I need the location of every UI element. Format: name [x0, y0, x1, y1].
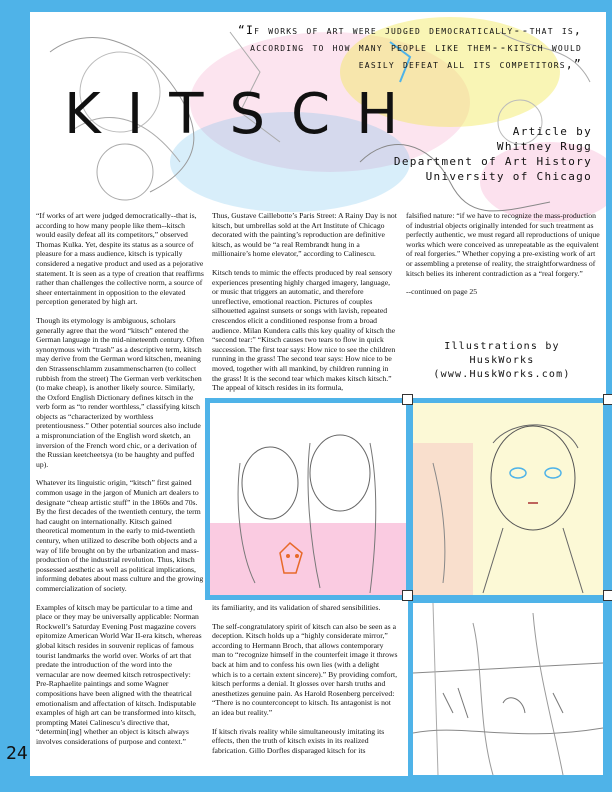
illustration-credit-url: (www.HuskWorks.com) — [433, 369, 571, 380]
paragraph: its familiarity, and its validation of shared sensibilities. — [212, 603, 381, 612]
byline-department: Department of Art History — [393, 155, 592, 168]
text-column-1 — [36, 211, 204, 755]
text-column-3 — [406, 211, 600, 306]
corner-marker — [402, 590, 413, 601]
byline — [342, 124, 592, 184]
illustration-credit-name: HuskWorks — [469, 355, 535, 366]
paragraph: Though its etymology is ambiguous, scholars generally agree that the word “kitsch” entered the German language in the mid-nineteenth century. Often synonymous with “trash” as a descriptive term, kitsch may derive from the German word kitschen, meaning den Strassenschlamm zusammenscharren (to collect rubbish from the street) The German verb verkitschen (to make cheap), is another likely source. Similarly, the Oxford English Dictionary defines kitsch in the verb form as “to render worthless,” classifying kitsch objects as “characterized by worthless pretentiousness.” Other potential sources also include a mispronunciation of the English word sketch, an inversion of the French word chic, or a derivation of the Russian keetcheetsya (to be haughty and puffed up). — [36, 315, 204, 469]
pull-quote: “If works of art were judged democratically--that is, according to how many people like them--kitsch would easily defeat all its competitors,” — [237, 23, 582, 71]
illustration-credit-label: Illustrations by — [444, 341, 560, 352]
byline-line: Article by — [512, 125, 592, 138]
corner-marker — [402, 394, 413, 405]
paragraph: Whatever its linguistic origin, “kitsch” first gained common usage in the jargon of Munich art dealers to designate “cheap artistic stuff” in the 1860s and 70s. By the first decades of the twentieth century, the term had caught on internationally. Kitsch gained theoretical momentum in the early to mid-twentieth century, when utilized to describe both objects and a way of life brought on by the urbanization and mass-production of the industrial revolution. Thus, kitsch possessed aesthetic as well as political implications, informing debates about mass culture and the growing commercialization of society. — [36, 478, 204, 593]
text-column-2 — [212, 211, 398, 402]
text-column-2-continued — [212, 603, 398, 764]
corner-marker — [603, 394, 612, 405]
paragraph: If kitsch rivals reality while simultaneously imitating its effects, then the truth of kitsch exists in its realized fabrication. Gillo Dorfles disparaged kitsch for its — [212, 726, 385, 755]
paragraph: “If works of art were judged democratically--that is, according to how many people like them--kitsch would easily defeat all its competitors,” observed Thomas Kulka. Yet, despite its status as a source of pleasure for a mass audience, kitsch is typically considered a negative product and used as a pejorative statement. It is seen as a type of creation that reaffirms rather than challenges the collective norm, a source of sheer entertainment in opposition to the elevated perception generated by high art. — [36, 211, 204, 307]
paragraph: The self-congratulatory spirit of kitsch can also be seen as a deception. Kitsch holds up a “highly considerate mirror,” according to Hermann Broch, that allows contemporary man to “recognize himself in the counterfeit image it throws back at him and to confess his own lies (with a delight which is to a certain extent sincere).” By providing comfort, kitsch performs a denial. It glosses over harsh truths and anesthetizes genuine pain. As Harold Rosenberg perceived: “There is no counterconcept to kitsch. Its antagonist is not an idea but reality.” — [212, 621, 398, 717]
continued-note: --continued on page 25 — [406, 287, 478, 297]
article-title: KITSCH — [64, 82, 425, 147]
illustration-panel-girls — [205, 398, 411, 600]
top-frame-bar — [0, 0, 612, 12]
left-frame-bar — [0, 0, 30, 792]
paragraph: falsified nature: “if we have to recognize the mass-production of industrial objects originally intended for such treatment as perfectly authentic, we must regard all reproductions of unique works which were conceived as unrepeatable as the equivalent of real forgeries.” Whether copying a pre-existing work of art or assembling a pretense of reality, the straightforwardness of kitsch belies its inherent contradiction as a “real forgery.” — [406, 211, 600, 278]
corner-marker — [603, 590, 612, 601]
paragraph: Thus, Gustave Caillebotte’s Paris Street: A Rainy Day is not kitsch, but umbrellas sold at the Art Institute of Chicago decorated with the painting’s reproduction are definitive kitsch, as would be “a real Rembrandt hung in a millionaire’s home elevator,” according to Calinescu. — [212, 211, 397, 259]
illustration-panel-landscape — [408, 598, 608, 780]
byline-author: Whitney Rugg — [496, 140, 592, 153]
page-number: 24 — [6, 743, 28, 764]
byline-university: University of Chicago — [425, 170, 592, 183]
paragraph: Examples of kitsch may be particular to a time and place or they may be universally applicable: Norman Rockwell’s Saturday Evening Post magazine covers epitomize American World War II-era kitsch, whereas global kitsch resides in souvenir replicas of famous tourist landmarks the world over. Works of art that predate the introduction of the word into the vernacular are now deemed kitsch retrospectively: Pre-Raphaelite paintings and some Wagner compositions have been aligned with the theatrical emotionalism and affectation of kitsch. Indisputable examples of high art can be transformed into kitsch, prompting Matei Calinescu’s directive that, “determin[ing] whether an object is kitsch always involves considerations of purpose and context.” — [36, 602, 202, 746]
illustration-panel-portrait — [408, 398, 608, 600]
paragraph: Kitsch tends to mimic the effects produced by real sensory experiences presenting highly charged imagery, language, or music that triggers an automatic, and therefore unreflective, emotional reaction. Pictures of couples silhouetted against sunsets or songs with lavish, repeated crescendos elicit a conditioned response from a broad audience. Milan Kundera calls this key quality of kitsch the “second tear:” “Kitsch causes two tears to flow in quick succession. The first tear says: How nice to see the children running in the grass! The second tear says: How nice to be moved, together with all mankind, by children running in the grass! It is the second tear which makes kitsch kitsch.” The appeal of kitsch resides in its formula, — [212, 267, 396, 393]
illustration-credit — [402, 340, 602, 382]
